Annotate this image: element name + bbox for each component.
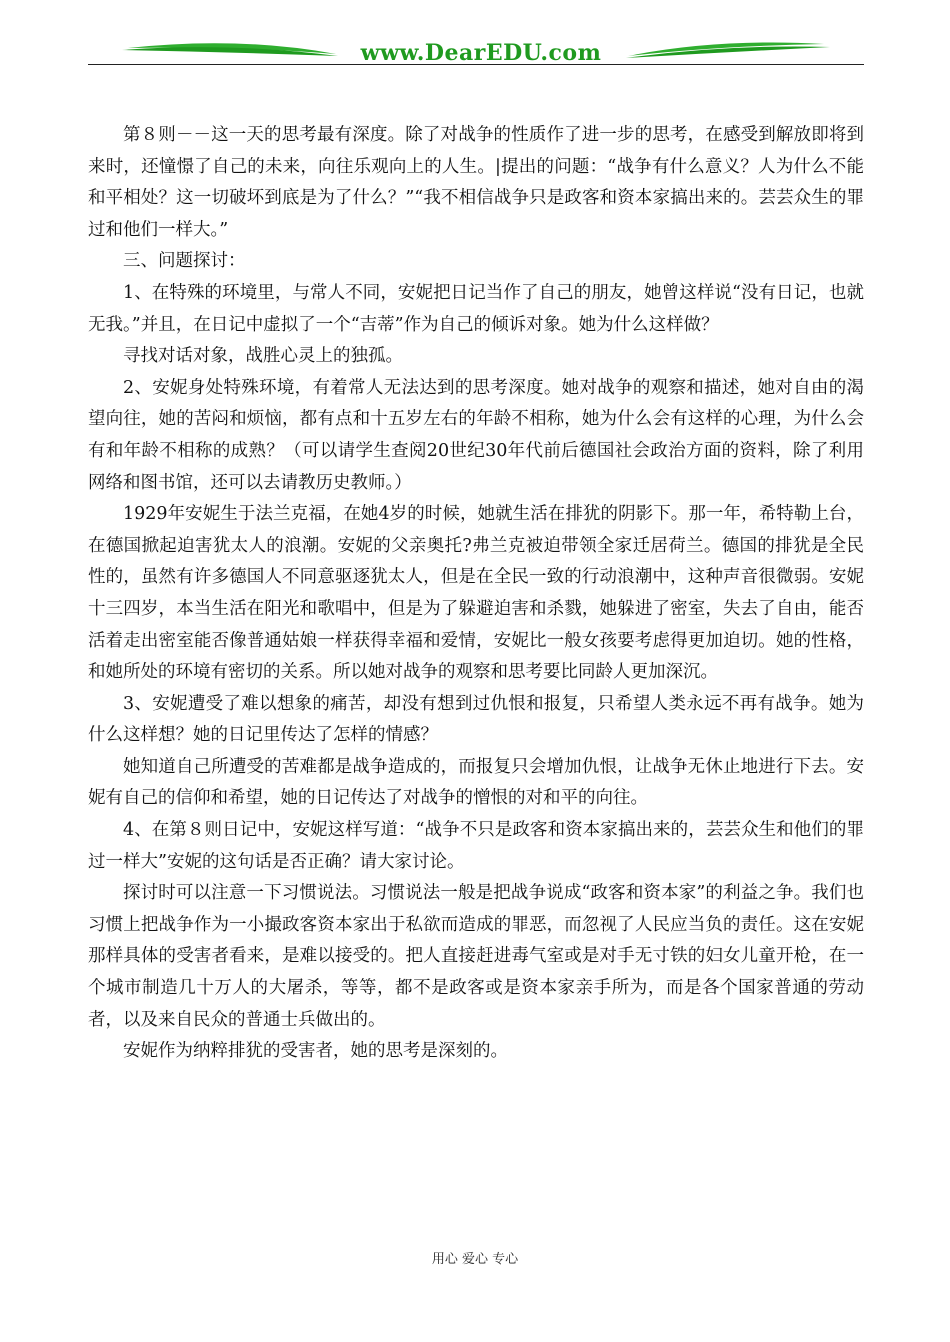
paragraph: 探讨时可以注意一下习惯说法。习惯说法一般是把战争说成“政客和资本家”的利益之争。我们也习惯上把战争作为一小撮政客资本家出于私欲而造成的罪恶，而忽视了人民应当负的责任。这在安妮那样具体的受害者看来，是难以接受的。把人直接赶进毒气室或是对手无寸铁的妇女儿童开枪，在一个城市制造几十万人的大屠杀，等等，都不是政客或是资本家亲手所为，而是各个国家普通的劳动者，以及来自民众的普通士兵做出的。 — [88, 883, 864, 1030]
paragraph: 3、安妮遭受了难以想象的痛苦，却没有想到过仇恨和报复，只希望人类永远不再有战争。她为什么这样想？她的日记里传达了怎样的情感？ — [88, 693, 864, 746]
paragraph: 安妮作为纳粹排犹的受害者，她的思考是深刻的。 — [123, 1041, 508, 1062]
paragraph: 2、安妮身处特殊环境，有着常人无法达到的思考深度。她对战争的观察和描述，她对自由的渴望向往，她的苦闷和烦恼，都有点和十五岁左右的年龄不相称，她为什么会有这样的心理，为什么会有和年龄不相称的成熟？（可以请学生查阅20世纪30年代前后德国社会政治方面的资料，除了利用网络和图书馆，还可以去请教历史教师。） — [88, 377, 864, 493]
paragraph: 4、在第８则日记中，安妮这样写道：“战争不只是政客和资本家搞出来的，芸芸众生和他们的罪过一样大”安妮的这句话是否正确？请大家讨论。 — [88, 820, 864, 872]
paragraph: 第８则－－这一天的思考最有深度。除了对战争的性质作了进一步的思考，在感受到解放即将到来时，还憧憬了自己的未来，向往乐观向上的人生。|提出的问题：“战争有什么意义？人为什么不能和平相处？这一切破坏到底是为了什么？”“我不相信战争只是政客和资本家搞出来的。芸芸众生的罪过和他们一样大。” — [88, 125, 864, 240]
paragraph: 寻找对话对象，战胜心灵上的独孤。 — [123, 346, 403, 367]
paragraph: 1、在特殊的环境里，与常人不同，安妮把日记当作了自己的朋友，她曾这样说“没有日记，也就无我。”并且，在日记中虚拟了一个“吉蒂”作为自己的倾诉对象。她为什么这样做？ — [88, 282, 864, 335]
page-footer: 用心 爱心 专心 — [431, 1252, 519, 1267]
header-divider — [88, 64, 864, 65]
page-header — [88, 34, 864, 68]
section-heading: 三、问题探讨： — [123, 251, 246, 272]
paragraph: 她知道自己所遭受的苦难都是战争造成的，而报复只会增加仇恨，让战争无休止地进行下去。安妮有自己的信仰和希望，她的日记传达了对战争的憎恨的对和平的向往。 — [88, 756, 864, 809]
site-logo-text[interactable]: www.DearEDU.com — [360, 40, 602, 66]
document-body — [88, 120, 864, 1068]
paragraph: 1929年安妮生于法兰克福，在她4岁的时候，她就生活在排犹的阴影下。那一年，希特勒上台，在德国掀起迫害犹太人的浪潮。安妮的父亲奥托?弗兰克被迫带领全家迁居荷兰。德国的排犹是全民性的，虽然有许多德国人不同意驱逐犹太人，但是在全民一致的行动浪潮中，这种声音很微弱。安妮十三四岁，本当生活在阳光和歌唱中，但是为了躲避迫害和杀戮，她躲进了密室，失去了自由，能否活着走出密室能否像普通姑娘一样获得幸福和爱情，安妮比一般女孩要考虑得更加迫切。她的性格，和她所处的环境有密切的关系。所以她对战争的观察和思考要比同龄人更加深沉。 — [88, 504, 864, 683]
